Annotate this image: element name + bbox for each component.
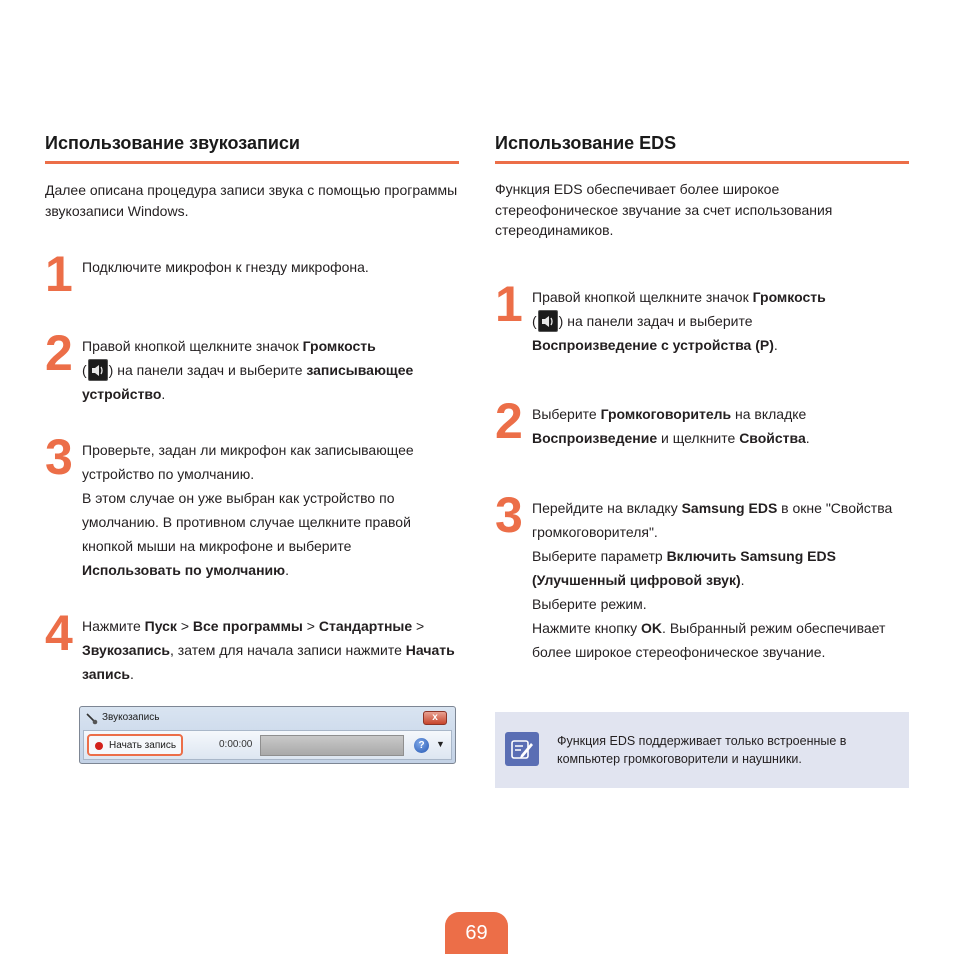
note-box (495, 712, 909, 788)
recorder-titlebar (80, 707, 455, 729)
note-pencil-icon (505, 732, 539, 766)
volume-icon (538, 310, 558, 332)
step-text: Правой кнопкой щелкните значок Громкость ( ) на панели задач и выберите записывающее устройство. (82, 338, 414, 402)
start-recording-label: Начать запись (109, 740, 177, 751)
level-meter (260, 735, 404, 756)
sound-recorder-window (79, 706, 456, 764)
intro-eds: Функция EDS обеспечивает более широкое стереофоническое звучание за счет использования стереодинамиков. (495, 181, 833, 238)
step-number: 4 (45, 605, 72, 661)
step-text: Правой кнопкой щелкните значок Громкость ( ) на панели задач и выберите Воспроизведение с устройства (P). (532, 289, 826, 353)
step-text: Подключите микрофон к гнезду микрофона. (82, 259, 369, 275)
chevron-down-icon[interactable]: ▼ (436, 739, 445, 749)
note-text: Функция EDS поддерживает только встроенные в компьютер громкоговорители и наушники. (557, 734, 847, 766)
step-text: Проверьте, задан ли микрофон как записывающее устройство по умолчанию. В этом случае он уже выбран как устройство по умолчанию. В противном случае щелкните правой кнопкой мыши на микрофоне и выберите Использовать по умолчанию. (82, 442, 414, 578)
step-number: 3 (45, 429, 72, 485)
start-recording-button[interactable] (87, 734, 183, 756)
step-text: Выберите Громкоговоритель на вкладке Воспроизведение и щелкните Свойства. (532, 406, 810, 446)
recorder-title: Звукозапись (102, 712, 160, 723)
step-number: 1 (495, 276, 522, 332)
volume-icon (88, 359, 108, 381)
close-button[interactable]: x (423, 711, 447, 725)
recorder-toolbar (83, 730, 452, 760)
help-icon[interactable]: ? (414, 738, 429, 753)
step-number: 2 (495, 393, 522, 449)
record-icon (95, 742, 103, 750)
section-title-eds: Использование EDS (495, 133, 909, 164)
step-number: 2 (45, 325, 72, 381)
intro-recording: Далее описана процедура записи звука с помощью программы звукозаписи Windows. (45, 182, 458, 219)
step-number: 1 (45, 246, 72, 302)
step-text: Перейдите на вкладку Samsung EDS в окне "Свойства громкоговорителя". Выберите параметр Включить Samsung EDS (Улучшенный цифровой звук). Выберите режим. Нажмите кнопку OK. Выбранный режим обеспечивает более широкое стереофоническое звучание. (532, 500, 893, 660)
microphone-icon (86, 712, 98, 730)
recording-time: 0:00:00 (219, 739, 253, 750)
step-text: Нажмите Пуск > Все программы > Стандартные > Звукозапись, затем для начала записи нажмите Начать запись. (82, 618, 455, 682)
step-number: 3 (495, 487, 522, 543)
section-title-recording: Использование звукозаписи (45, 133, 459, 164)
page-number: 69 (445, 912, 508, 954)
